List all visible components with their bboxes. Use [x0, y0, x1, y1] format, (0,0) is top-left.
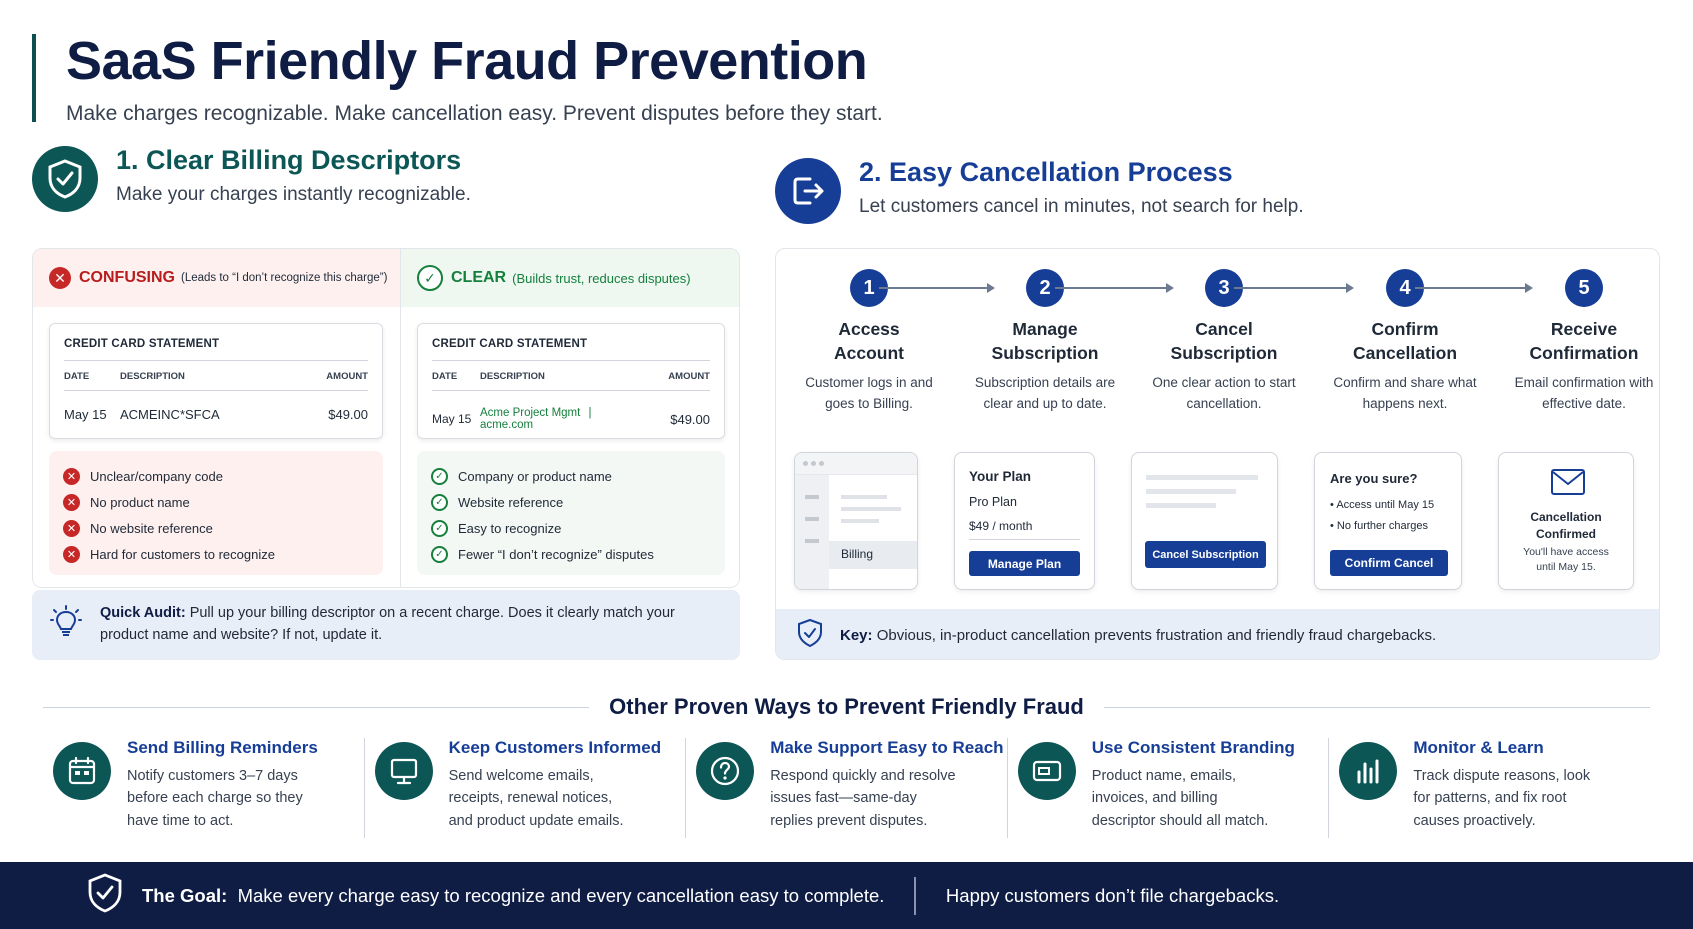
- clear-list: [417, 451, 725, 575]
- section1-header: [32, 146, 471, 212]
- shield-check-icon: [796, 618, 824, 653]
- cancellation-process-panel: [775, 248, 1660, 660]
- divider: [914, 877, 916, 915]
- way-title: Keep Customers Informed: [448, 738, 662, 757]
- cancellation-steps: [776, 249, 1659, 609]
- list-item: [63, 541, 369, 567]
- list-item-text: Company or product name: [458, 468, 612, 484]
- col-description: DESCRIPTION: [120, 371, 185, 382]
- way-billing-reminders: [43, 738, 365, 838]
- check-circle-icon: ✓: [417, 265, 443, 291]
- mock-confirmation-email: [1498, 452, 1634, 590]
- step-description: Email confirmation with effective date.: [1514, 375, 1654, 411]
- step-number: 1: [850, 269, 888, 307]
- mock-plan-card: [954, 452, 1095, 590]
- dialog-bullet-text: Access until May 15: [1336, 499, 1435, 511]
- statement-columns: [432, 371, 710, 391]
- check-circle-icon: ✓: [431, 520, 448, 537]
- descriptor-comparison-panel: [32, 248, 740, 588]
- step-title-line: Confirm: [1371, 319, 1439, 339]
- clear-note: (Builds trust, reduces disputes): [512, 270, 691, 286]
- shield-check-icon: [86, 872, 124, 919]
- list-item-text: Unclear/company code: [90, 468, 223, 484]
- goal-text: Make every charge easy to recognize and every cancellation easy to complete.: [237, 884, 885, 906]
- key-label: Key:: [840, 626, 873, 644]
- row-amount: $49.00: [670, 411, 710, 427]
- x-circle-icon: ✕: [63, 520, 80, 537]
- row-description: ACMEINC*SFCA: [120, 407, 220, 422]
- step-title-line: Manage: [1012, 319, 1078, 339]
- list-item-text: Hard for customers to recognize: [90, 546, 275, 562]
- x-circle-icon: ✕: [49, 267, 71, 289]
- divider: [1104, 707, 1650, 708]
- card-icon: [1018, 742, 1076, 800]
- step-number: 5: [1565, 269, 1603, 307]
- descriptor-separator: |: [588, 407, 592, 419]
- list-item-text: Website reference: [458, 494, 564, 510]
- divider: [43, 707, 589, 708]
- list-item: [431, 541, 711, 567]
- other-ways-list: [43, 738, 1650, 838]
- section2-title: 2. Easy Cancellation Process: [859, 157, 1233, 187]
- way-title: Monitor & Learn: [1413, 738, 1544, 757]
- way-description: Send welcome emails, receipts, renewal notices, and product update emails.: [448, 768, 624, 829]
- envelope-icon: [1551, 469, 1585, 500]
- dialog-title: Are you sure?: [1330, 471, 1418, 486]
- audit-text: Pull up your billing descriptor on a recent charge. Does it clearly match your product name and website? If not, update it.: [100, 605, 675, 643]
- confirmation-note-line: until May 15.: [1536, 560, 1596, 573]
- sidebar-item-billing[interactable]: [829, 541, 917, 569]
- dialog-bullet: • Access until May 15: [1330, 499, 1435, 511]
- dialog-bullet: • No further charges: [1330, 520, 1429, 532]
- list-item-text: Fewer “I don’t recognize” disputes: [458, 546, 654, 562]
- window-titlebar: [795, 453, 917, 475]
- col-date: DATE: [432, 371, 458, 382]
- confusing-column: [33, 249, 400, 587]
- way-monitor-learn: [1329, 738, 1650, 838]
- check-circle-icon: ✓: [431, 546, 448, 563]
- mock-account-page: [794, 452, 918, 590]
- calendar-icon: [53, 742, 111, 800]
- step-number: 4: [1386, 269, 1424, 307]
- list-item-text: No product name: [90, 494, 190, 510]
- mock-confirm-dialog: [1314, 452, 1462, 590]
- section2-header: [775, 158, 1304, 224]
- mock-sidebar: [795, 475, 829, 589]
- x-circle-icon: ✕: [63, 546, 80, 563]
- step-title-line: Subscription: [991, 343, 1099, 364]
- cancel-subscription-button[interactable]: Cancel Subscription: [1145, 541, 1266, 568]
- goal-label: The Goal:: [142, 884, 228, 906]
- statement-row: [432, 407, 710, 431]
- confirmation-title-line: Confirmed: [1536, 526, 1596, 541]
- statement-title: CREDIT CARD STATEMENT: [64, 338, 368, 361]
- statement-title: CREDIT CARD STATEMENT: [432, 338, 710, 361]
- plan-price: $49 / month: [969, 519, 1033, 533]
- descriptor-website: acme.com: [480, 419, 534, 431]
- statement-row: [64, 407, 368, 422]
- plan-card-title: Your Plan: [969, 469, 1032, 484]
- way-consistent-branding: [1008, 738, 1330, 838]
- bar-chart-icon: [1339, 742, 1397, 800]
- col-description: DESCRIPTION: [480, 371, 545, 382]
- goal-bar: [0, 862, 1693, 929]
- x-circle-icon: ✕: [63, 468, 80, 485]
- row-description: [480, 407, 650, 431]
- step-description: Confirm and share what happens next.: [1333, 375, 1477, 411]
- section1-title: 1. Clear Billing Descriptors: [116, 145, 462, 175]
- step-5: [1504, 269, 1660, 414]
- key-text: Obvious, in-product cancellation prevents frustration and friendly fraud chargebacks.: [876, 626, 1437, 644]
- audit-label: Quick Audit:: [100, 605, 186, 622]
- confusing-note: (Leads to “I don’t recognize this charge”): [181, 272, 388, 284]
- way-title: Send Billing Reminders: [127, 738, 318, 757]
- step-4: [1325, 269, 1485, 414]
- step-title-line: Access: [838, 319, 900, 339]
- descriptor-product: Acme Project Mgmt: [480, 407, 581, 419]
- dialog-bullet-text: No further charges: [1336, 520, 1429, 532]
- row-date: May 15: [432, 412, 472, 426]
- list-item: [431, 463, 711, 489]
- key-callout: [776, 609, 1659, 660]
- confirmation-note: [1499, 545, 1633, 574]
- section1-subtitle: Make your charges instantly recognizable.: [116, 183, 471, 205]
- step-3: [1144, 269, 1304, 414]
- others-heading: [43, 692, 1650, 722]
- confusing-list: [49, 451, 383, 575]
- goal-tagline: Happy customers don’t file chargebacks.: [945, 884, 1280, 906]
- step-number: 3: [1205, 269, 1243, 307]
- lightbulb-icon: [50, 605, 82, 646]
- confirmation-title-line: Cancellation: [1530, 510, 1602, 524]
- statement-columns: [64, 371, 368, 391]
- clear-column: [400, 249, 740, 587]
- check-circle-icon: ✓: [431, 468, 448, 485]
- list-item: [63, 463, 369, 489]
- way-title: Make Support Easy to Reach: [770, 738, 1004, 757]
- way-description: Respond quickly and resolve issues fast—same-day replies prevent disputes.: [770, 768, 956, 829]
- confusing-header: [33, 249, 400, 307]
- step-title: [965, 317, 1125, 365]
- step-title-line: Receive: [1550, 319, 1618, 339]
- clear-header: [401, 249, 740, 307]
- monitor-icon: [375, 742, 433, 800]
- step-number: 2: [1026, 269, 1064, 307]
- row-amount: $49.00: [328, 407, 368, 422]
- list-item: [431, 489, 711, 515]
- step-title: [1504, 317, 1660, 365]
- way-title: Use Consistent Branding: [1091, 738, 1295, 757]
- step-1: [789, 269, 949, 414]
- x-circle-icon: ✕: [63, 494, 80, 511]
- clear-label: CLEAR: [451, 269, 507, 286]
- mock-cancel-page: [1131, 452, 1278, 590]
- check-circle-icon: ✓: [431, 494, 448, 511]
- section2-subtitle: Let customers cancel in minutes, not search for help.: [859, 195, 1304, 217]
- manage-plan-button[interactable]: Manage Plan: [969, 551, 1080, 576]
- step-title-line: Subscription: [1170, 343, 1278, 364]
- confirmation-title: [1499, 509, 1633, 543]
- row-date: May 15: [64, 407, 107, 422]
- confusing-label: CONFUSING: [79, 269, 175, 286]
- quick-audit-callout: [32, 590, 740, 660]
- sidebar-item-label: Billing: [841, 547, 874, 561]
- list-item: [63, 489, 369, 515]
- step-description: Subscription details are clear and up to date.: [974, 375, 1116, 411]
- list-item-text: Easy to recognize: [458, 520, 562, 536]
- step-description: One clear action to start cancellation.: [1152, 375, 1296, 411]
- step-title-line: Cancellation: [1352, 343, 1458, 364]
- others-title: Other Proven Ways to Prevent Friendly Fraud: [609, 694, 1084, 719]
- list-item: [63, 515, 369, 541]
- step-title: [789, 317, 949, 365]
- step-title-line: Account: [834, 343, 904, 364]
- shield-check-icon: [32, 146, 98, 212]
- step-title: [1144, 317, 1304, 365]
- step-title-line: Cancel: [1195, 319, 1253, 339]
- list-item: [431, 515, 711, 541]
- way-description: Track dispute reasons, look for patterns, and fix root causes proactively.: [1413, 768, 1591, 829]
- col-amount: AMOUNT: [326, 371, 368, 382]
- step-2: [965, 269, 1125, 414]
- exit-door-icon: [775, 158, 841, 224]
- step-title-line: Confirmation: [1529, 343, 1639, 364]
- confirmation-note-line: You'll have access: [1523, 546, 1609, 558]
- way-description: Product name, emails, invoices, and billing descriptor should all match.: [1091, 768, 1269, 829]
- col-amount: AMOUNT: [668, 371, 710, 382]
- question-icon: [696, 742, 754, 800]
- way-customers-informed: [365, 738, 687, 838]
- confusing-statement: [49, 323, 383, 439]
- list-item-text: No website reference: [90, 520, 213, 536]
- page-subtitle: Make charges recognizable. Make cancellation easy. Prevent disputes before they start.: [66, 102, 883, 125]
- confirm-cancel-button[interactable]: Confirm Cancel: [1330, 550, 1448, 576]
- step-title: [1325, 317, 1485, 365]
- page-header: [32, 31, 883, 125]
- step-description: Customer logs in and goes to Billing.: [805, 375, 933, 411]
- way-support-reach: [686, 738, 1008, 838]
- col-date: DATE: [64, 371, 90, 382]
- way-description: Notify customers 3–7 days before each charge so they have time to act.: [127, 768, 303, 829]
- page-title: SaaS Friendly Fraud Prevention: [66, 31, 868, 91]
- plan-name: Pro Plan: [969, 495, 1017, 509]
- clear-statement: [417, 323, 725, 439]
